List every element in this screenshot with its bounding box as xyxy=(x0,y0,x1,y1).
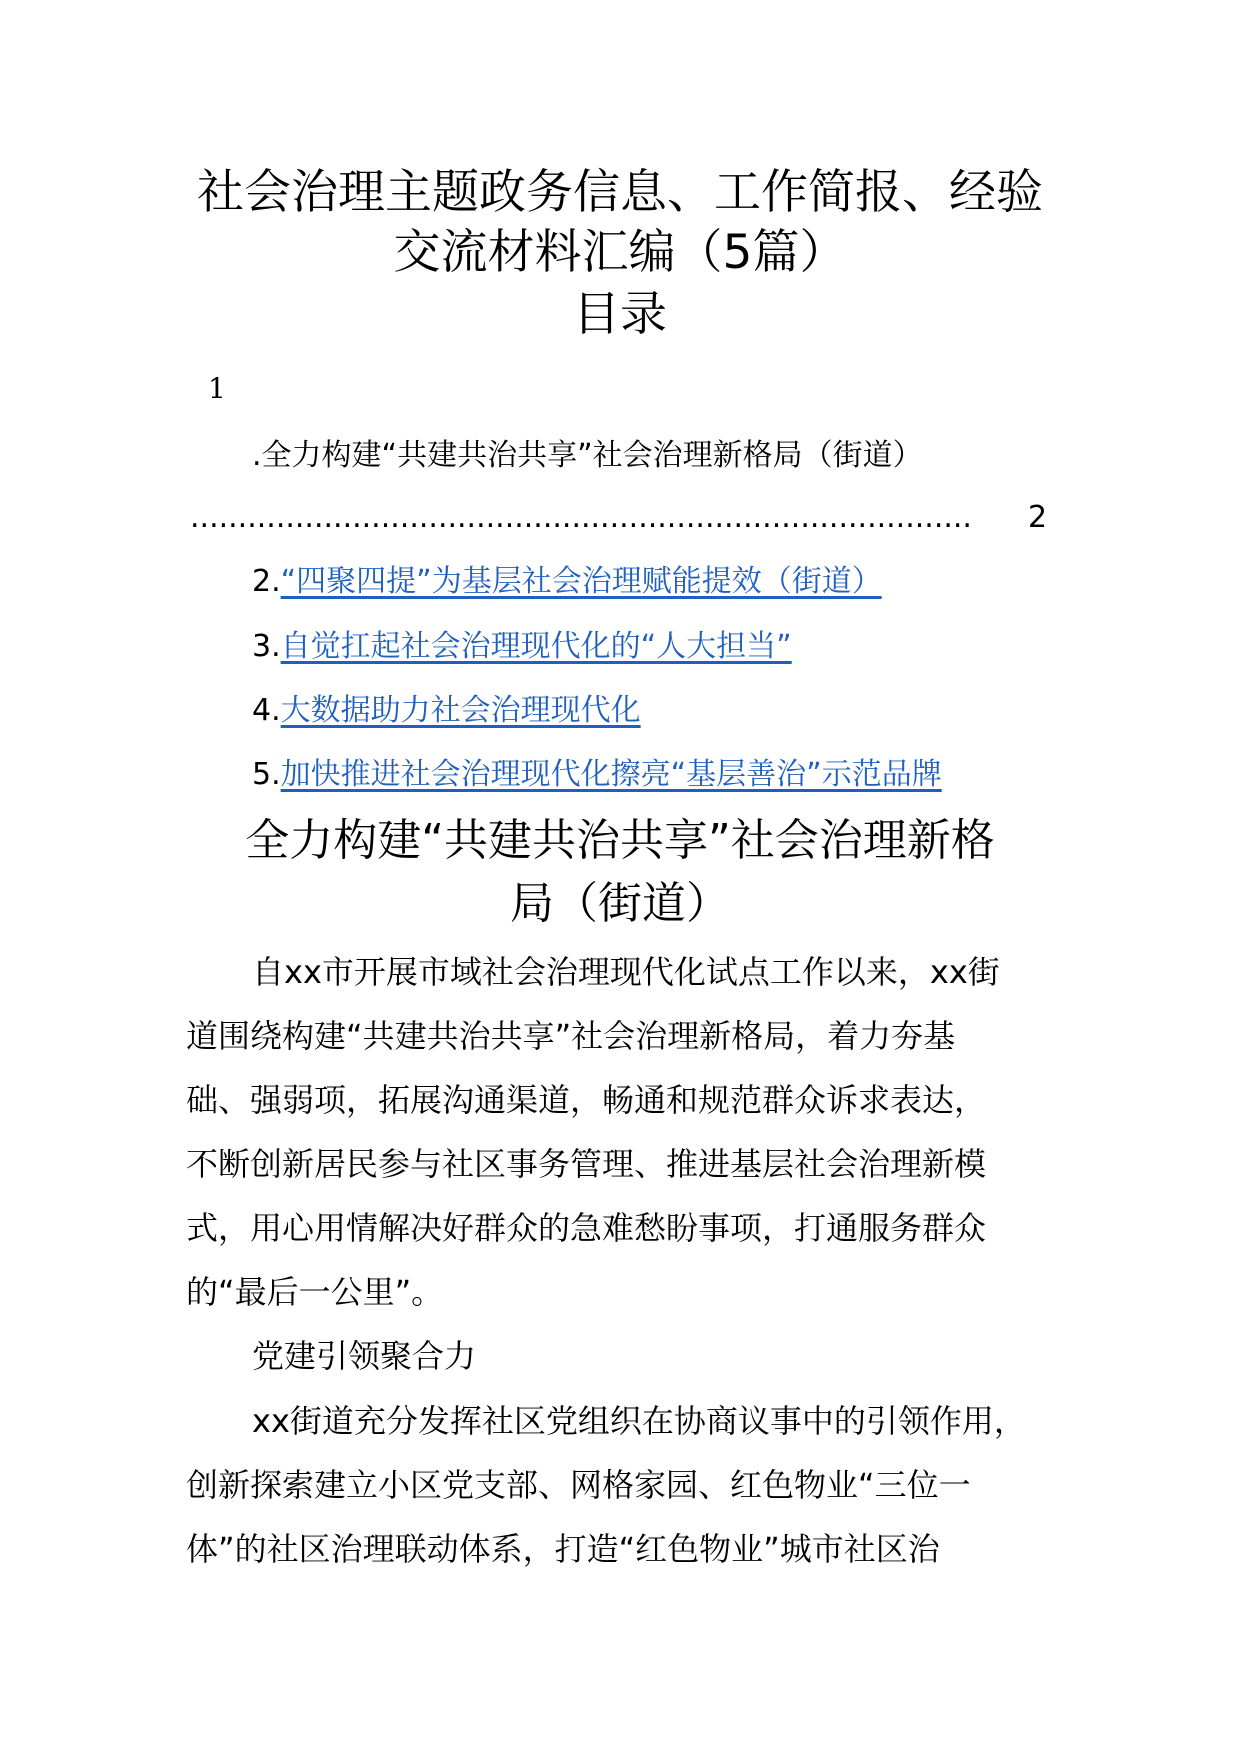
toc-item-5-number: 5. xyxy=(252,757,281,792)
toc-item-5[interactable] xyxy=(252,755,942,795)
toc-link-3[interactable]: 自觉扛起社会治理现代化的“人大担当” xyxy=(280,629,792,664)
paragraph-2-line-2: 创新探索建立小区党支部、网格家园、红色物业“三位一 xyxy=(186,1466,971,1504)
document-title-line2: 交流材料汇编（5篇） xyxy=(393,225,847,280)
paragraph-1-line-5: 式，用心用情解决好群众的急难愁盼事项，打通服务群众 xyxy=(186,1209,987,1247)
article-heading-line1: 全力构建“共建共治共享”社会治理新格 xyxy=(245,815,995,866)
paragraph-1-line-1: 自xx市开展市域社会治理现代化试点工作以来，xx街 xyxy=(252,953,1000,991)
document-title-line1: 社会治理主题政务信息、工作简报、经验 xyxy=(197,165,1043,220)
paragraph-2-line-3: 体”的社区治理联动体系，打造“红色物业”城市社区治 xyxy=(186,1530,940,1568)
paragraph-1-line-6: 的“最后一公里”。 xyxy=(186,1273,444,1311)
toc-page-number-1: 2 xyxy=(1028,500,1048,535)
toc-item-4-number: 4. xyxy=(252,693,281,728)
toc-item-3[interactable] xyxy=(252,627,792,667)
toc-item-2-number: 2. xyxy=(252,564,281,599)
paragraph-1-line-2: 道围绕构建“共建共治共享”社会治理新格局，着力夯基 xyxy=(186,1017,956,1055)
toc-link-5[interactable]: 加快推进社会治理现代化擦亮“基层善治”示范品牌 xyxy=(280,757,942,792)
paragraph-1-line-3: 础、强弱项，拓展沟通渠道，畅通和规范群众诉求表达， xyxy=(186,1081,987,1119)
article-heading-line2: 局（街道） xyxy=(510,878,730,929)
toc-number-1: 1 xyxy=(208,372,226,405)
section-subheading: 党建引领聚合力 xyxy=(252,1337,477,1375)
toc-link-2[interactable]: “四聚四提”为基层社会治理赋能提效（街道） xyxy=(280,564,882,599)
toc-item-3-number: 3. xyxy=(252,629,281,664)
toc-item-4[interactable] xyxy=(252,691,641,731)
toc-item-2[interactable] xyxy=(252,562,882,602)
toc-heading: 目录 xyxy=(573,287,667,342)
paragraph-1-line-4: 不断创新居民参与社区事务管理、推进基层社会治理新模 xyxy=(186,1145,987,1183)
toc-item-1[interactable]: .全力构建“共建共治共享”社会治理新格局（街道） xyxy=(252,438,923,473)
paragraph-2-line-1: xx街道充分发挥社区党组织在协商议事中的引领作用， xyxy=(252,1402,1026,1440)
toc-link-4[interactable]: 大数据助力社会治理现代化 xyxy=(280,693,641,728)
toc-leader-dots: .................................................................................. xyxy=(190,500,972,535)
